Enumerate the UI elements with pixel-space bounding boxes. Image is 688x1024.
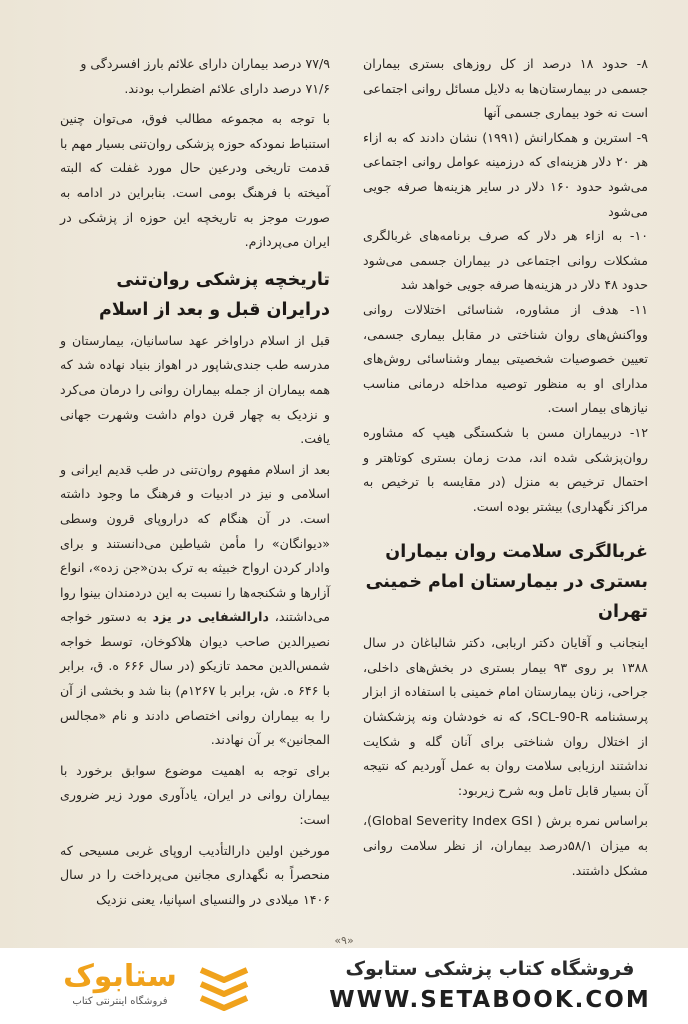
logo-tagline: فروشگاه اینترنتی کتاب (72, 996, 168, 1007)
index-abbreviation: GSI (511, 813, 533, 829)
list-item: ۹- استرین و همکارانش (۱۹۹۱) نشان دادند که به ازاء هر ۲۰ دلار هزینه‌ای که درزمینه عوامل روانی اجتماعی می‌شود حدود ۱۶۰ دلار در سایر هزینه‌ها صرفه جویی می‌شود (363, 129, 649, 219)
paragraph-study (363, 631, 648, 803)
store-logo[interactable] (30, 956, 280, 1018)
paragraph-europe: مورخین اولین دارالتأدیب اروپای غربی مسیحی که منحصراً به نگهداری مجانین می‌پرداخت را در سال ۱۴۰۶ میلادی در والنسیای اسپانیا، یعنی نزدیک (60, 842, 330, 907)
list-item: ۱۰- به ازاء هر دلار که صرف برنامه‌های غربالگری مشکلات روانی اجتماعی در بیماران جسمی می‌شود حدود ۴۸ دلار در هزینه‌ها صرفه جویی خواهد شد (363, 228, 648, 293)
section-heading-screening: غربالگری سلامت روان بیماران بستری در بیمارستان امام خمینی تهران (365, 542, 648, 623)
stat-line: ۷۱/۶ درصد دارای علائم اضطراب بودند. (124, 80, 330, 96)
logo-wordmark: ستابوک (63, 959, 177, 994)
list-item: ۱۱- هدف از مشاوره، شناسائی اختلالات روانی وواکنش‌های روان شناختی در مقابل بیماری جسمی، تعیین خصوصیات شخصیتی بیمار وشناسائی روش‌های مدارای او به منظور توصیه مداخله درمانی مناسب نیازهای بیمار است. (363, 301, 648, 416)
paragraph-importance: برای توجه به اهمیت موضوع سوابق برخورد با بیماران روانی در ایران، یادآوری مورد زیر ضروری است: (60, 762, 330, 828)
paragraph-text: براساس نمره برش ( (532, 813, 648, 829)
store-url-link[interactable]: WWW.SETABOOK.COM (329, 987, 651, 1013)
highlighted-term: دارالشفایی در یزد (152, 609, 269, 625)
paragraph-text: اینجانب و آقایان دکتر اربابی، دکتر شالباغان در سال ۱۳۸۸ بر روی ۹۳ بیمار بستری در بخش‌های داخلی، جراحی، زنان بیمارستان امام خمینی با استفاده از ابزار پرسشنامه (363, 635, 648, 725)
left-column (60, 52, 330, 918)
list-item: ۸- حدود ۱۸ درصد از کل روزهای بستری بیماران جسمی در بیمارستان‌ها به دلایل مسائل روانی اجتماعی است نه خود بیماری جسمی آنها (363, 56, 648, 121)
paragraph-post-islam (60, 458, 330, 753)
section-heading-history: تاریخچه پزشکی روان‌تنی درایران قبل و بعد از اسلام (99, 269, 330, 320)
chevron-stack-icon (195, 960, 253, 1016)
paragraph-text: بعد از اسلام مفهوم روان‌تنی در طب قدیم ایرانی و اسلامی و نیز در ادبیات و فرهنگ ما وجود داشته است. در آن هنگام که دراروپای قرون وسطی «دیوانگان» را مأمن شیاطین می‌دانستند و برای وادار کردن ارواح خبیثه به ترک بدن«جن زده»، انواع آزارها و شکنجه‌ها را نسبت به این دردمندان بینوا روا می‌داشتند، (60, 461, 330, 625)
store-info (320, 954, 660, 1016)
paragraph-text: به دستور خواجه نصیرالدین صاحب دیوان هلاکوخان، توسط خواجه شمس‌الدین محمد تازیکو (در سال ۶۶۶ ه. ق، برابر با ۶۴۶ ه. ش، برابر با ۱۲۶۷م) بنا شد و بخشی از آن را به بیماران روانی اختصاص دادند و نام «مجالس المجانین» بر آن نهادند. (60, 609, 330, 748)
page-number: «۹» (334, 934, 354, 947)
paragraph-text: )، به میزان ۵۸/۱درصد بیماران، از نظر سلامت روانی مشکل داشتند. (363, 813, 648, 878)
paragraph-text: ، که نه خودشان ونه پزشکشان از اختلال روان شناختی برای آنان گله و شکایت نداشتند ارزیابی سلامت روان به عمل آوردیم که نتیجه آن بسیار قابل تامل وبه شرح زیربود: (363, 709, 648, 798)
paragraph-result (363, 809, 648, 883)
paragraph-summary: با توجه به مجموعه مطالب فوق، می‌توان چنین استنباط نمودکه حوزه پزشکی روان‌تنی بسیار مهم با قدمت تاریخی ودرعین حال مورد غفلت که البته آمیخته با فرهنگ بومی است. بنابراین در ادامه به صورت موجز به تاریخچه این حوزه از پزشکی در ایران می‌پردازم. (60, 111, 330, 250)
stat-line: ۷۷/۹ درصد بیماران دارای علائم بارز افسردگی و (80, 56, 330, 71)
list-item: ۱۲- دربیماران مسن با شکستگی هیپ که مشاوره روان‌پزشکی شده اند، مدت زمان بستری کوتاهتر و احتمال ترخیص به منزل (در مقایسه با ترخیص به مراکز نگهداری) بیشتر بوده است. (363, 424, 648, 514)
paragraph-pre-islam: قبل از اسلام دراواخر عهد ساسانیان، بیمارستان و مدرسه طب جندی‌شاپور در اهواز بنیاد نهاده شد که همه بیماران از جمله بیماران روانی را درمان می‌کرد و نزدیک به چهار قرن دوام داشت وشهرت جهانی یافت. (60, 332, 330, 447)
right-column (363, 52, 648, 889)
store-name: فروشگاه کتاب پزشکی ستابوک (345, 958, 635, 980)
questionnaire-code: SCL-90-R (531, 709, 589, 725)
store-footer (0, 948, 688, 1024)
index-name: Global Severity Index (371, 813, 508, 829)
